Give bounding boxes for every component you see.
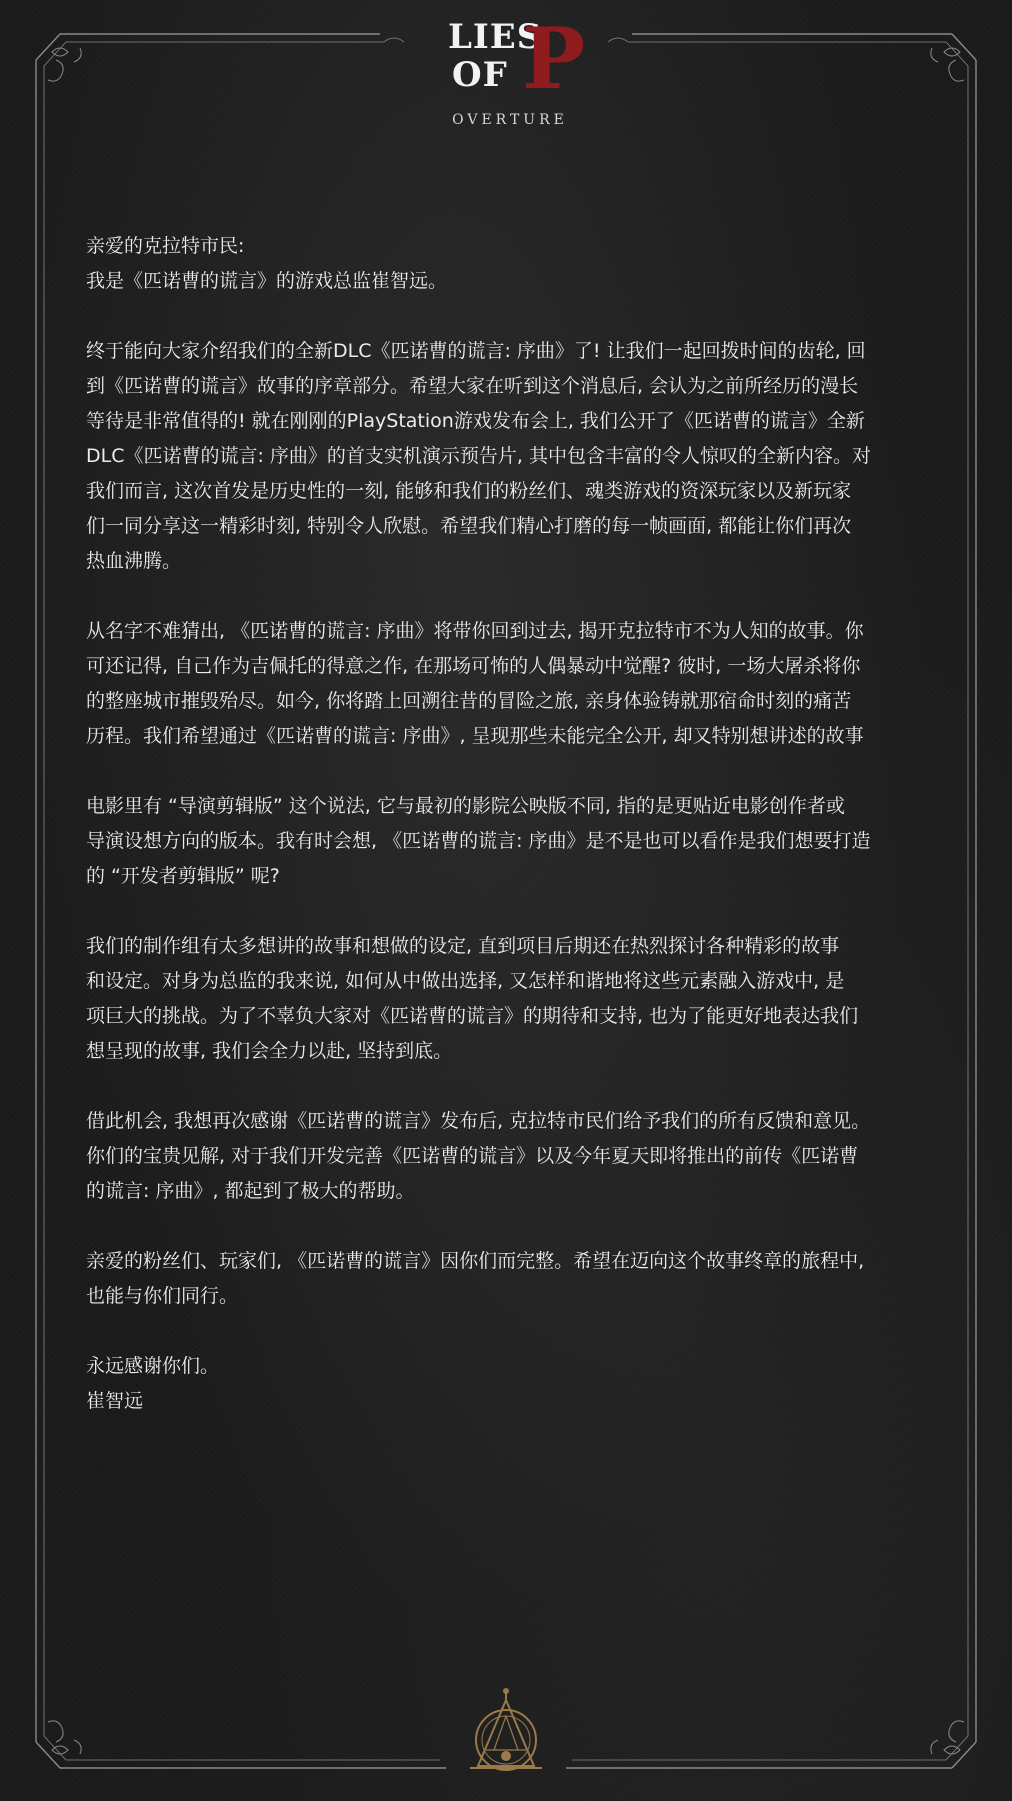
compass-triangle-emblem-icon bbox=[456, 1686, 556, 1786]
paragraph-line: 们一同分享这一精彩时刻, 特别令人欣慰。希望我们精心打磨的每一帧画面, 都能让你们再次 bbox=[86, 515, 852, 537]
paragraph-line: DLC《匹诺曹的谎言: 序曲》的首支实机演示预告片, 其中包含丰富的令人惊叹的全新内容。对 bbox=[86, 445, 872, 467]
paragraph-line: 和设定。对身为总监的我来说, 如何从中做出选择, 又怎样和谐地将这些元素融入游戏中, 是 bbox=[86, 970, 845, 992]
paragraph-line: 历程。我们希望通过《匹诺曹的谎言: 序曲》, 呈现那些未能完全公开, 却又特别想讲述的故事 bbox=[86, 725, 864, 747]
logo-title: LIES OF bbox=[448, 17, 543, 95]
greeting-line: 我是《匹诺曹的谎言》的游戏总监崔智远。 bbox=[86, 270, 448, 292]
paragraph-line: 的 “开发者剪辑版” 呢? bbox=[86, 865, 280, 887]
paragraph-line: 借此机会, 我想再次感谢《匹诺曹的谎言》发布后, 克拉特市民们给予我们的所有反馈和意见。 bbox=[86, 1110, 871, 1132]
paragraph-line: 可还记得, 自己作为吉佩托的得意之作, 在那场可怖的人偶暴动中觉醒? 彼时, 一场大屠杀将你 bbox=[86, 655, 861, 677]
paragraph-line: 的整座城市摧毁殆尽。如今, 你将踏上回溯往昔的冒险之旅, 亲身体验铸就那宿命时刻的痛苦 bbox=[86, 690, 852, 712]
logo-subtitle: OVERTURE bbox=[452, 112, 568, 128]
paragraph-line: 想呈现的故事, 我们会全力以赴, 坚持到底。 bbox=[86, 1040, 453, 1062]
paragraph-line: 导演设想方向的版本。我有时会想, 《匹诺曹的谎言: 序曲》是不是也可以看作是我们想要打造 bbox=[86, 830, 871, 852]
paragraph-line: 项巨大的挑战。为了不辜负大家对《匹诺曹的谎言》的期待和支持, 也为了能更好地表达我们 bbox=[86, 1005, 859, 1027]
logo-p-letter: P bbox=[522, 9, 586, 108]
paragraph-line: 我们而言, 这次首发是历史性的一刻, 能够和我们的粉丝们、魂类游戏的资深玩家以及新玩家 bbox=[86, 480, 852, 502]
paragraph-line: 电影里有 “导演剪辑版” 这个说法, 它与最初的影院公映版不同, 指的是更贴近电影创作者或 bbox=[86, 795, 845, 817]
letter-paragraph bbox=[86, 614, 936, 754]
letter-greeting bbox=[86, 229, 936, 299]
letter-paragraph bbox=[86, 334, 936, 579]
letter-body bbox=[86, 229, 936, 1419]
paragraph-line: 终于能向大家介绍我们的全新DLC《匹诺曹的谎言: 序曲》了! 让我们一起回拨时间的齿轮, 回 bbox=[86, 340, 866, 362]
letter-paragraph bbox=[86, 789, 936, 894]
paragraph-line: 亲爱的粉丝们、玩家们, 《匹诺曹的谎言》因你们而完整。希望在迈向这个故事终章的旅程中, bbox=[86, 1250, 865, 1272]
paragraph-line: 到《匹诺曹的谎言》故事的序章部分。希望大家在听到这个消息后, 会认为之前所经历的漫长 bbox=[86, 375, 859, 397]
greeting-line: 亲爱的克拉特市民: bbox=[86, 235, 245, 257]
paragraph-line: 你们的宝贵见解, 对于我们开发完善《匹诺曹的谎言》以及今年夏天即将推出的前传《匹诺曹 bbox=[86, 1145, 859, 1167]
paragraph-line: 也能与你们同行。 bbox=[86, 1285, 239, 1307]
letter-closing bbox=[86, 1349, 936, 1419]
paragraph-line: 从名字不难猜出, 《匹诺曹的谎言: 序曲》将带你回到过去, 揭开克拉特市不为人知的故事。你 bbox=[86, 620, 864, 642]
letter-paragraph bbox=[86, 1104, 936, 1209]
lies-of-p-overture-logo bbox=[426, 9, 586, 138]
paragraph-line: 我们的制作组有太多想讲的故事和想做的设定, 直到项目后期还在热烈探讨各种精彩的故事 bbox=[86, 935, 840, 957]
paragraph-line: 热血沸腾。 bbox=[86, 550, 182, 572]
paragraph-line: 的谎言: 序曲》, 都起到了极大的帮助。 bbox=[86, 1180, 415, 1202]
letter-paragraph bbox=[86, 929, 936, 1069]
letter-paragraph bbox=[86, 1244, 936, 1314]
closing-line: 永远感谢你们。 bbox=[86, 1355, 220, 1377]
signature: 崔智远 bbox=[86, 1390, 144, 1412]
paragraph-line: 等待是非常值得的! 就在刚刚的PlayStation游戏发布会上, 我们公开了《匹诺曹的谎言》全新 bbox=[86, 410, 865, 432]
